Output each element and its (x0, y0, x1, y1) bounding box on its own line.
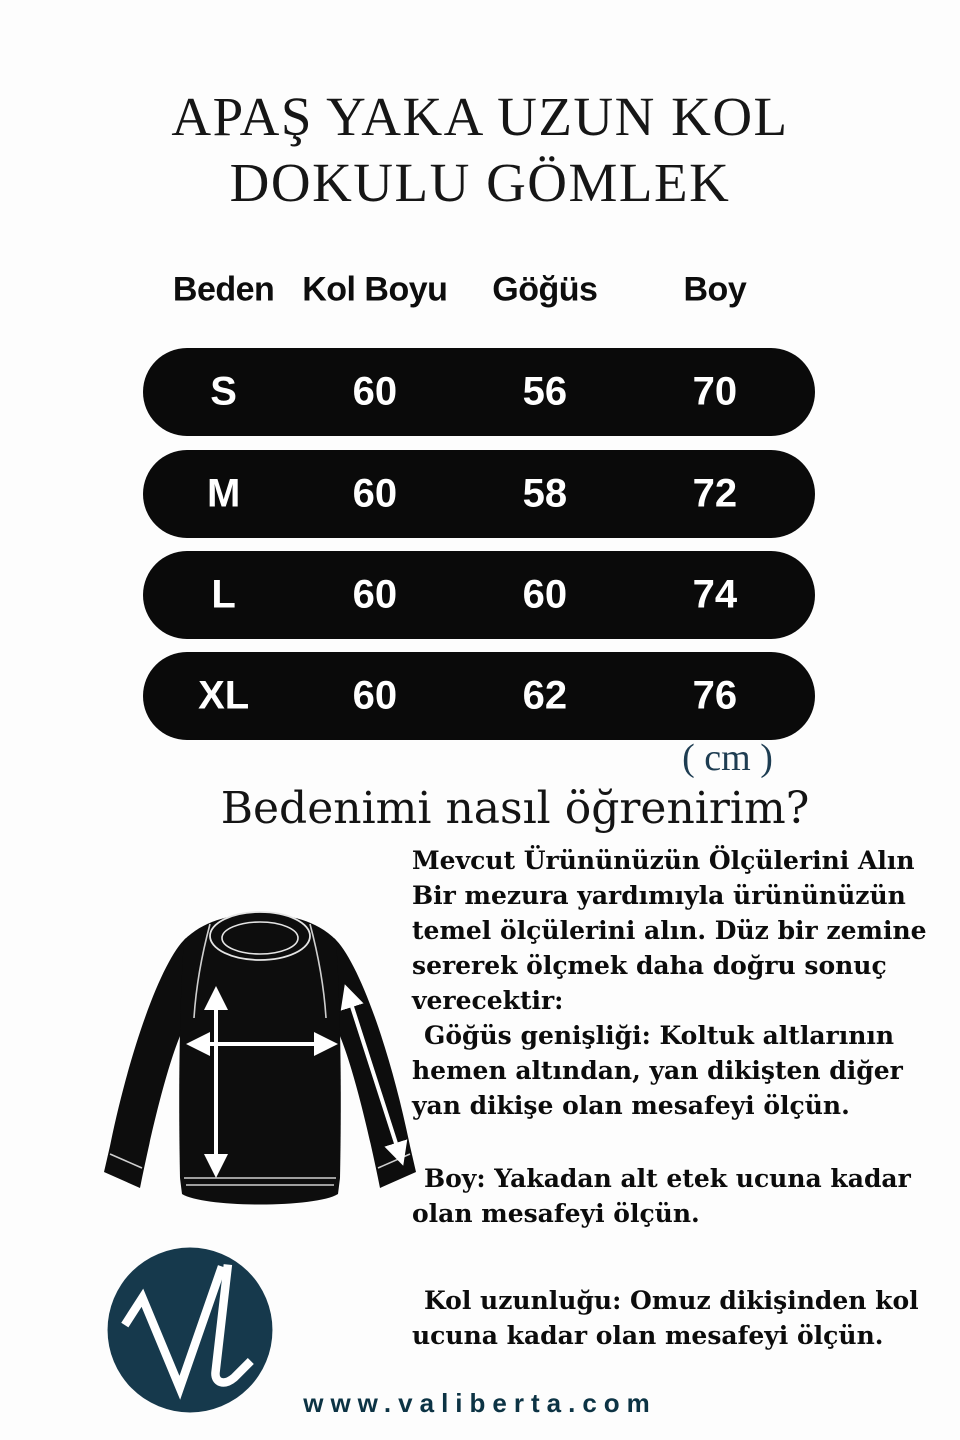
cell-sleeve: 60 (352, 572, 398, 617)
cell-chest: 60 (522, 572, 568, 617)
cell-size: S (210, 369, 237, 414)
table-row-xl (143, 652, 815, 740)
cell-sleeve: 60 (352, 471, 398, 516)
cell-size: M (206, 471, 241, 516)
column-header-boy: Boy (683, 270, 747, 309)
unit-note-cm: ( cm ) (682, 737, 773, 779)
cell-size: XL (198, 673, 250, 718)
table-row-l (143, 551, 815, 639)
cell-size: L (211, 572, 236, 617)
table-row-s (143, 348, 815, 436)
right-sleeve (334, 938, 416, 1188)
guide-heading: Bedenimi nasıl öğrenirim? (220, 783, 810, 834)
cell-length: 76 (692, 673, 738, 718)
column-header-beden: Beden (172, 270, 275, 309)
product-title-line2: DOKULU GÖMLEK (229, 152, 731, 213)
guide-sleeve-instruction: Kol uzunluğu: Omuz dikişinden kol ucuna kadar olan mesafeyi ölçün. (412, 1286, 919, 1350)
guide-intro-title: Mevcut Ürününüzün Ölçülerini Alın (412, 846, 915, 875)
cell-length: 74 (692, 572, 738, 617)
left-sleeve (104, 938, 186, 1188)
size-table-header-row (143, 262, 815, 318)
column-header-kol-boyu: Kol Boyu (302, 270, 448, 309)
cell-sleeve: 60 (352, 673, 398, 718)
guide-length-instruction: Boy: Yakadan alt etek ucuna kadar olan mesafeyi ölçün. (412, 1164, 911, 1228)
cell-chest: 62 (522, 673, 568, 718)
measurement-guide-text (412, 843, 954, 1353)
cell-length: 70 (692, 369, 738, 414)
column-header-gogus: Göğüs (492, 270, 598, 309)
guide-chest-instruction: Göğüs genişliği: Koltuk altlarının hemen altından, yan dikişten diğer yan dikişe olan mesafeyi ölçün. (412, 1021, 903, 1120)
guide-intro-body: Bir mezura yardımıyla ürününüzün temel ölçülerini alın. Düz bir zemine sererek ölçmek daha doğru sonuç verecektir: (412, 881, 927, 1015)
cell-length: 72 (692, 471, 738, 516)
cell-chest: 58 (522, 471, 568, 516)
table-row-m (143, 450, 815, 538)
website-url: www.valiberta.com (303, 1388, 657, 1418)
product-title-line1: APAŞ YAKA UZUN KOL (171, 86, 789, 147)
product-title (0, 84, 960, 216)
cell-sleeve: 60 (352, 369, 398, 414)
sweatshirt-measurement-icon (80, 878, 440, 1228)
cell-chest: 56 (522, 369, 568, 414)
collar-inner (222, 922, 298, 954)
